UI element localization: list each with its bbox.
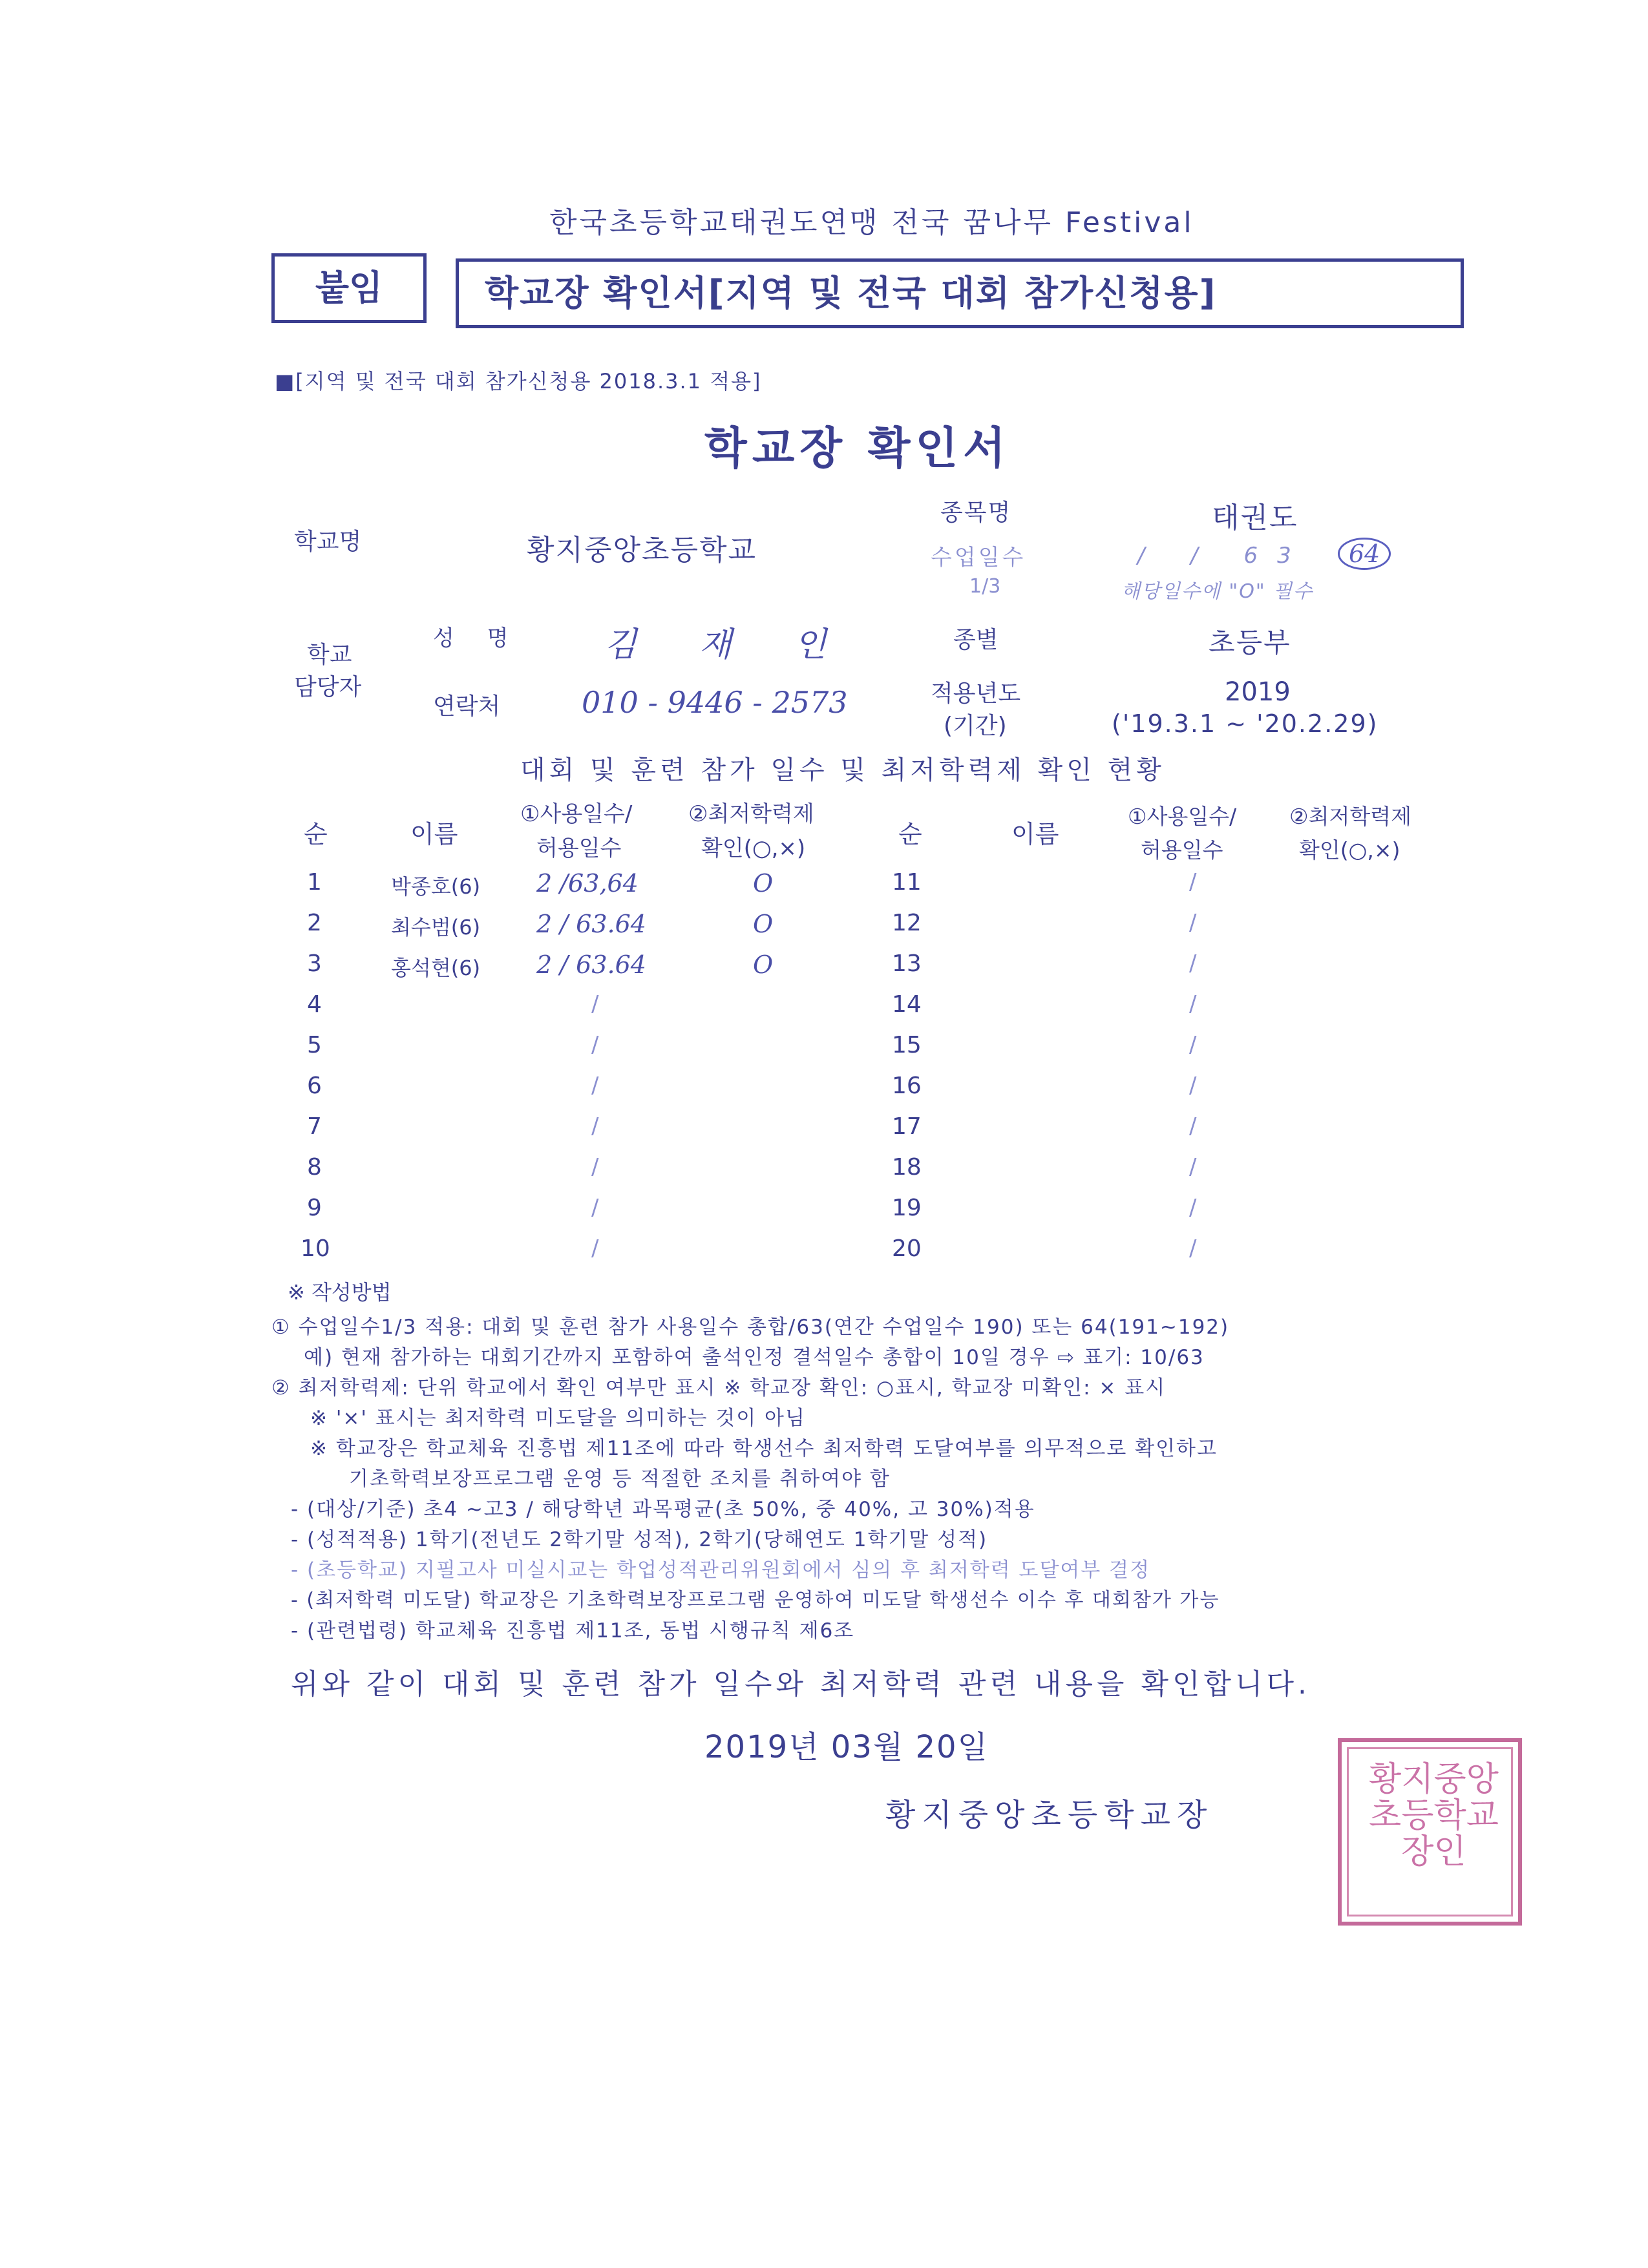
manager-label-1: 학교 — [307, 642, 352, 668]
row-days: / — [1189, 1032, 1197, 1058]
row-days: 2 / 63.64 — [536, 950, 646, 979]
school-value: 황지중앙초등학교 — [527, 534, 757, 567]
attachment-label-box — [271, 253, 427, 323]
row-name: 박종호(6) — [391, 874, 481, 899]
row-number: 10 — [301, 1235, 330, 1262]
header-days-right-1: ①사용일수/ — [1128, 804, 1237, 829]
name-label: 성 명 — [433, 625, 522, 651]
date-text: 2019년 03월 20일 — [704, 1729, 989, 1765]
manager-label-2: 담당자 — [294, 674, 362, 700]
header-title: 학교장 확인서[지역 및 전국 대회 참가신청용] — [485, 273, 1217, 313]
row-days: / — [591, 1195, 599, 1221]
contact-value: 010 - 9446 - 2573 — [582, 685, 848, 720]
class-days-label: 수업일수 — [931, 545, 1026, 571]
row-days: / — [591, 1073, 599, 1098]
class-days-sub: 1/3 — [969, 575, 1001, 598]
name-value: 김 재 인 — [604, 625, 852, 664]
row-number: 1 — [307, 869, 322, 896]
applicability-note: ■[지역 및 전국 대회 참가신청용 2018.3.1 적용] — [275, 369, 762, 394]
header-seq-left: 순 — [304, 820, 328, 848]
row-number: 4 — [307, 991, 322, 1018]
row-days: / — [591, 1235, 599, 1261]
row-days: / — [1189, 910, 1197, 936]
row-days: / — [1189, 869, 1197, 895]
note-line: 예) 현재 참가하는 대회기간까지 포함하여 출석인정 결석일수 총합이 10일 경우 ⇨ 표기: 10/63 — [304, 1346, 1205, 1369]
row-name: 최수범(6) — [391, 915, 481, 940]
row-number: 11 — [892, 869, 922, 896]
event-label: 종목명 — [940, 499, 1012, 526]
row-days: / — [591, 1032, 599, 1058]
school-label: 학교명 — [294, 529, 362, 555]
row-days: / — [1189, 950, 1197, 976]
header-days-left-2: 허용일수 — [536, 835, 622, 861]
header-days-right-2: 허용일수 — [1141, 837, 1223, 863]
row-number: 20 — [892, 1235, 922, 1262]
festival-title: 한국초등학교태권도연맹 전국 꿈나무 Festival — [549, 206, 1194, 239]
row-number: 13 — [892, 950, 922, 977]
row-days: / — [591, 991, 599, 1017]
header-name-left: 이름 — [410, 820, 458, 848]
row-days: 2 /63,64 — [536, 869, 639, 898]
note-line: ※ 학교장은 학교체육 진흥법 제11조에 따라 학생선수 최저학력 도달여부를 의무적으로 확인하고 — [310, 1437, 1218, 1460]
note-line: - (성적적용) 1학기(전년도 2학기말 성적), 2학기(당해연도 1학기말 성적) — [291, 1528, 988, 1551]
row-days: / — [591, 1113, 599, 1139]
row-number: 3 — [307, 950, 322, 977]
attachment-label: 붙임 — [315, 268, 383, 308]
seal-text: 황지중앙초등학교장인 — [1369, 1760, 1499, 1871]
event-value: 태권도 — [1212, 501, 1298, 534]
school-seal — [1338, 1738, 1522, 1926]
table-title: 대회 및 훈련 참가 일수 및 최저학력제 확인 현황 — [520, 755, 1165, 785]
row-number: 15 — [892, 1032, 922, 1058]
row-number: 14 — [892, 991, 922, 1018]
note-line: ② 최저학력제: 단위 학교에서 확인 여부만 표시 ※ 학교장 확인: ○표시, 학교장 미확인: × 표시 — [271, 1376, 1167, 1400]
row-number: 7 — [307, 1113, 322, 1140]
row-number: 9 — [307, 1195, 322, 1221]
note-line: ① 수업일수1/3 적용: 대회 및 훈련 참가 사용일수 총합/63(연간 수업일수 190) 또는 64(191~192) — [271, 1316, 1230, 1339]
header-seq-right: 순 — [898, 820, 922, 848]
note-line: 기초학력보장프로그램 운영 등 적절한 조치를 취하여야 함 — [349, 1467, 891, 1491]
row-number: 5 — [307, 1032, 322, 1058]
header-min-left-1: ②최저학력제 — [688, 801, 814, 827]
note-line: - (초등학교) 지필고사 미실시교는 학업성적관리위원회에서 심의 후 최저학력 도달여부 결정 — [291, 1559, 1151, 1582]
confirm-text: 위와 같이 대회 및 훈련 참가 일수와 최저학력 관련 내용을 확인합니다. — [291, 1668, 1311, 1701]
row-number: 2 — [307, 910, 322, 936]
row-days: / — [1189, 1073, 1197, 1098]
header-min-left-2: 확인(○,×) — [701, 835, 806, 861]
row-number: 12 — [892, 910, 922, 936]
year-value: 2019 — [1225, 677, 1291, 707]
row-check: O — [753, 869, 774, 898]
row-name: 홍석현(6) — [391, 956, 481, 980]
note-line: ※ '×' 표시는 최저학력 미도달을 의미하는 것이 아님 — [310, 1407, 806, 1430]
note-line: - (최저학력 미도달) 학교장은 기초학력보장프로그램 운영하여 미도달 학생선수 이수 후 대회참가 가능 — [291, 1589, 1220, 1612]
row-number: 8 — [307, 1154, 322, 1181]
note-line: - (관련법령) 학교체육 진흥법 제11조, 동법 시행규칙 제6조 — [291, 1619, 855, 1643]
row-days: / — [1189, 1113, 1197, 1139]
row-days: / — [1189, 991, 1197, 1017]
class-days-value: / / 63 — [1137, 543, 1311, 569]
header-min-right-1: ②최저학력제 — [1289, 804, 1411, 829]
row-days: / — [1189, 1154, 1197, 1180]
principal-text: 황지중앙초등학교장 — [885, 1797, 1214, 1833]
year-sub: (기간) — [944, 713, 1007, 739]
notes-heading: ※ 작성방법 — [288, 1280, 392, 1305]
header-name-right: 이름 — [1011, 820, 1059, 848]
header-title-box — [456, 258, 1464, 328]
row-check: O — [753, 910, 774, 938]
year-label: 적용년도 — [931, 680, 1021, 707]
period-value: ('19.3.1 ~ '20.2.29) — [1112, 709, 1379, 738]
row-number: 6 — [307, 1073, 322, 1099]
category-value: 초등부 — [1209, 627, 1291, 658]
row-days: / — [591, 1154, 599, 1180]
contact-label: 연락처 — [433, 693, 501, 720]
main-title: 학교장 확인서 — [704, 423, 1011, 474]
row-check: O — [753, 950, 774, 979]
class-days-note: 해당일수에 "O" 필수 — [1121, 580, 1314, 603]
row-days: / — [1189, 1195, 1197, 1221]
row-number: 19 — [892, 1195, 922, 1221]
note-line: - (대상/기준) 초4 ~고3 / 해당학년 과목평균(초 50%, 중 40%, 고 30%)적용 — [291, 1498, 1035, 1521]
header-min-right-2: 확인(○,×) — [1299, 837, 1400, 863]
row-number: 17 — [892, 1113, 922, 1140]
category-label: 종별 — [953, 627, 998, 653]
header-days-left-1: ①사용일수/ — [520, 801, 633, 827]
row-days: 2 / 63.64 — [536, 910, 646, 938]
class-days-circled: 64 — [1338, 538, 1391, 570]
row-days: / — [1189, 1235, 1197, 1261]
row-number: 16 — [892, 1073, 922, 1099]
row-number: 18 — [892, 1154, 922, 1181]
